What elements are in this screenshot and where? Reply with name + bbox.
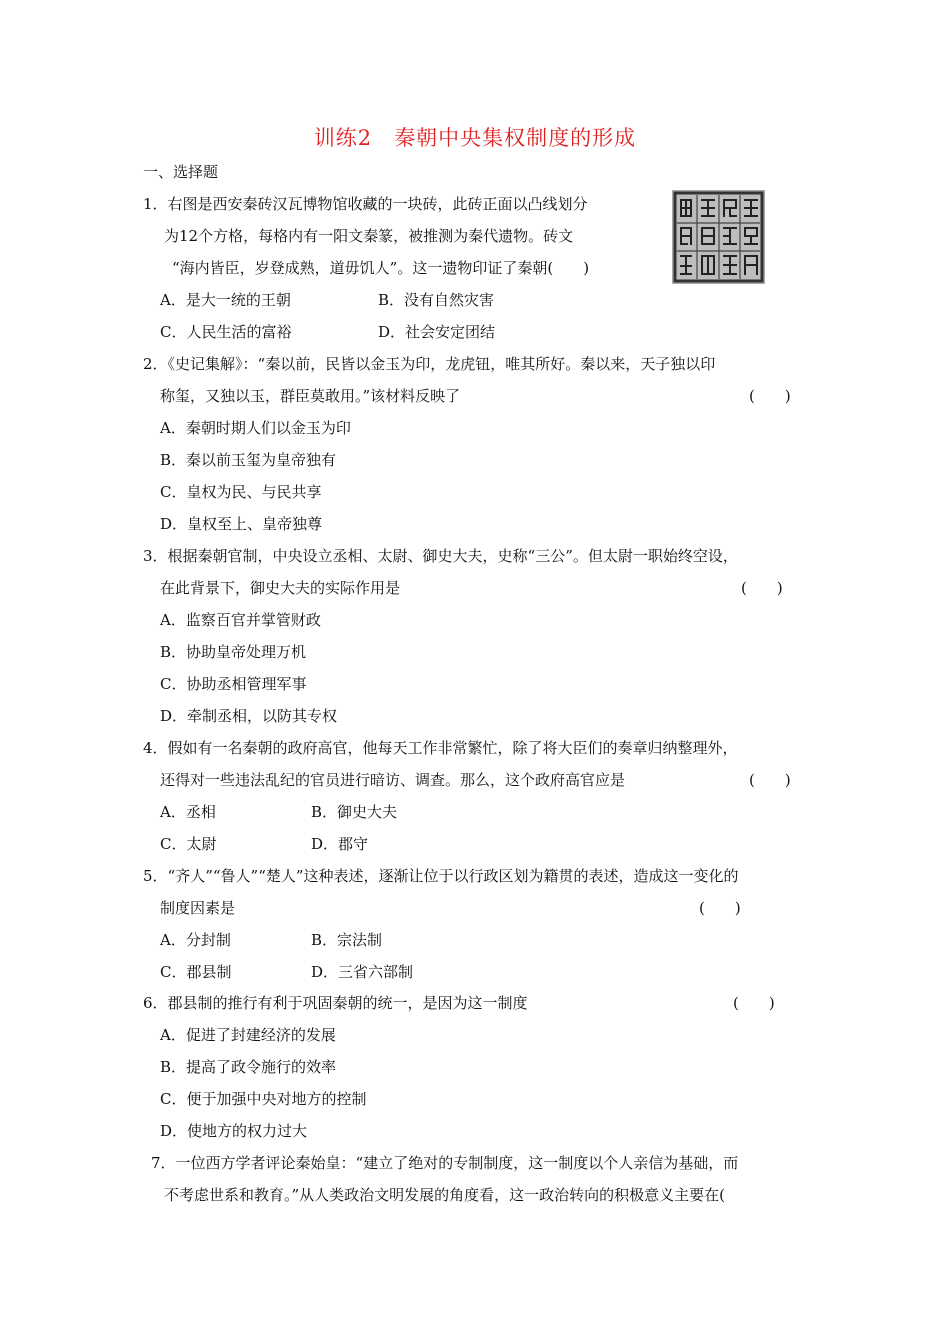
q5-option-c: C．郡县制 <box>160 963 232 981</box>
q6-option-d: D．使地方的权力过大 <box>160 1122 308 1140</box>
q5-option-a: A．分封制 <box>160 931 231 949</box>
q2-answer-blank: ( ) <box>749 387 791 405</box>
q7-line-1: 7．一位西方学者评论秦始皇：“建立了绝对的专制制度，这一制度以个人亲信为基础，而 <box>151 1154 739 1172</box>
q1-line-1: 1．右图是西安秦砖汉瓦博物馆收藏的一块砖，此砖正面以凸线划分 <box>143 195 588 213</box>
q6-option-b: B．提高了政令施行的效率 <box>160 1058 337 1076</box>
q3-answer-blank: ( ) <box>741 579 783 597</box>
q4-option-a: A．丞相 <box>160 803 216 821</box>
q6-option-a: A．促进了封建经济的发展 <box>160 1026 336 1044</box>
section-heading: 一、选择题 <box>143 163 219 181</box>
q2-option-a: A．秦朝时期人们以金玉为印 <box>160 419 351 437</box>
q4-answer-blank: ( ) <box>749 771 791 789</box>
q5-option-d: D．三省六部制 <box>311 963 414 981</box>
q5-line-1: 5．“齐人”“鲁人”“楚人”这种表述，逐渐让位于以行政区划为籍贯的表述，造成这一变化的 <box>143 867 739 885</box>
q1-option-a: A．是大一统的王朝 <box>160 291 291 309</box>
q1-option-d: D．社会安定团结 <box>378 323 496 341</box>
q5-line-2: 制度因素是 <box>160 899 236 917</box>
q6-line-1: 6．郡县制的推行有利于巩固秦朝的统一，是因为这一制度 <box>143 994 528 1012</box>
q3-option-a: A．监察百官并掌管财政 <box>160 611 321 629</box>
q3-line-2: 在此背景下，御史大夫的实际作用是 <box>160 579 401 597</box>
q2-option-b: B．秦以前玉玺为皇帝独有 <box>160 451 337 469</box>
q5-option-b: B．宗法制 <box>311 931 383 949</box>
q1-line-3: “海内皆臣，岁登成熟，道毋饥人”。这一遗物印证了秦朝( ) <box>172 259 590 277</box>
page-title: 训练2 秦朝中央集权制度的形成 <box>313 126 637 150</box>
q4-line-2: 还得对一些违法乱纪的官员进行暗访、调查。那么，这个政府高官应是 <box>160 771 626 789</box>
q3-option-b: B．协助皇帝处理万机 <box>160 643 307 661</box>
q1-line-2: 为12个方格，每格内有一阳文秦篆，被推测为秦代遗物。砖文 <box>164 227 574 245</box>
q6-answer-blank: ( ) <box>733 994 775 1012</box>
q3-option-c: C．协助丞相管理军事 <box>160 675 307 693</box>
q1-option-b: B．没有自然灾害 <box>378 291 495 309</box>
q4-option-d: D．郡守 <box>311 835 369 853</box>
q4-option-b: B．御史大夫 <box>311 803 398 821</box>
q4-line-1: 4．假如有一名秦朝的政府高官，他每天工作非常繁忙，除了将大臣们的奏章归纳整理外， <box>143 739 738 757</box>
q4-option-c: C．太尉 <box>160 835 217 853</box>
q3-line-1: 3．根据秦朝官制，中央设立丞相、太尉、御史大夫，史称“三公”。但太尉一职始终空设， <box>143 547 738 565</box>
q2-option-c: C．皇权为民、与民共享 <box>160 483 322 501</box>
q7-line-2: 不考虑世系和教育。”从人类政治文明发展的角度看，这一政治转向的积极意义主要在( <box>164 1186 726 1204</box>
q2-line-1: 2．《史记集解》：“秦以前，民皆以金玉为印，龙虎钮，唯其所好。秦以来，天子独以印 <box>143 355 716 373</box>
q2-option-d: D．皇权至上、皇帝独尊 <box>160 515 323 533</box>
q3-option-d: D．牵制丞相，以防其专权 <box>160 707 338 725</box>
q2-line-2: 称玺，又独以玉，群臣莫敢用。”该材料反映了 <box>160 387 461 405</box>
q1-option-c: C．人民生活的富裕 <box>160 323 292 341</box>
q6-option-c: C．便于加强中央对地方的控制 <box>160 1090 367 1108</box>
seal-brick-image <box>672 190 765 284</box>
q5-answer-blank: ( ) <box>699 899 741 917</box>
